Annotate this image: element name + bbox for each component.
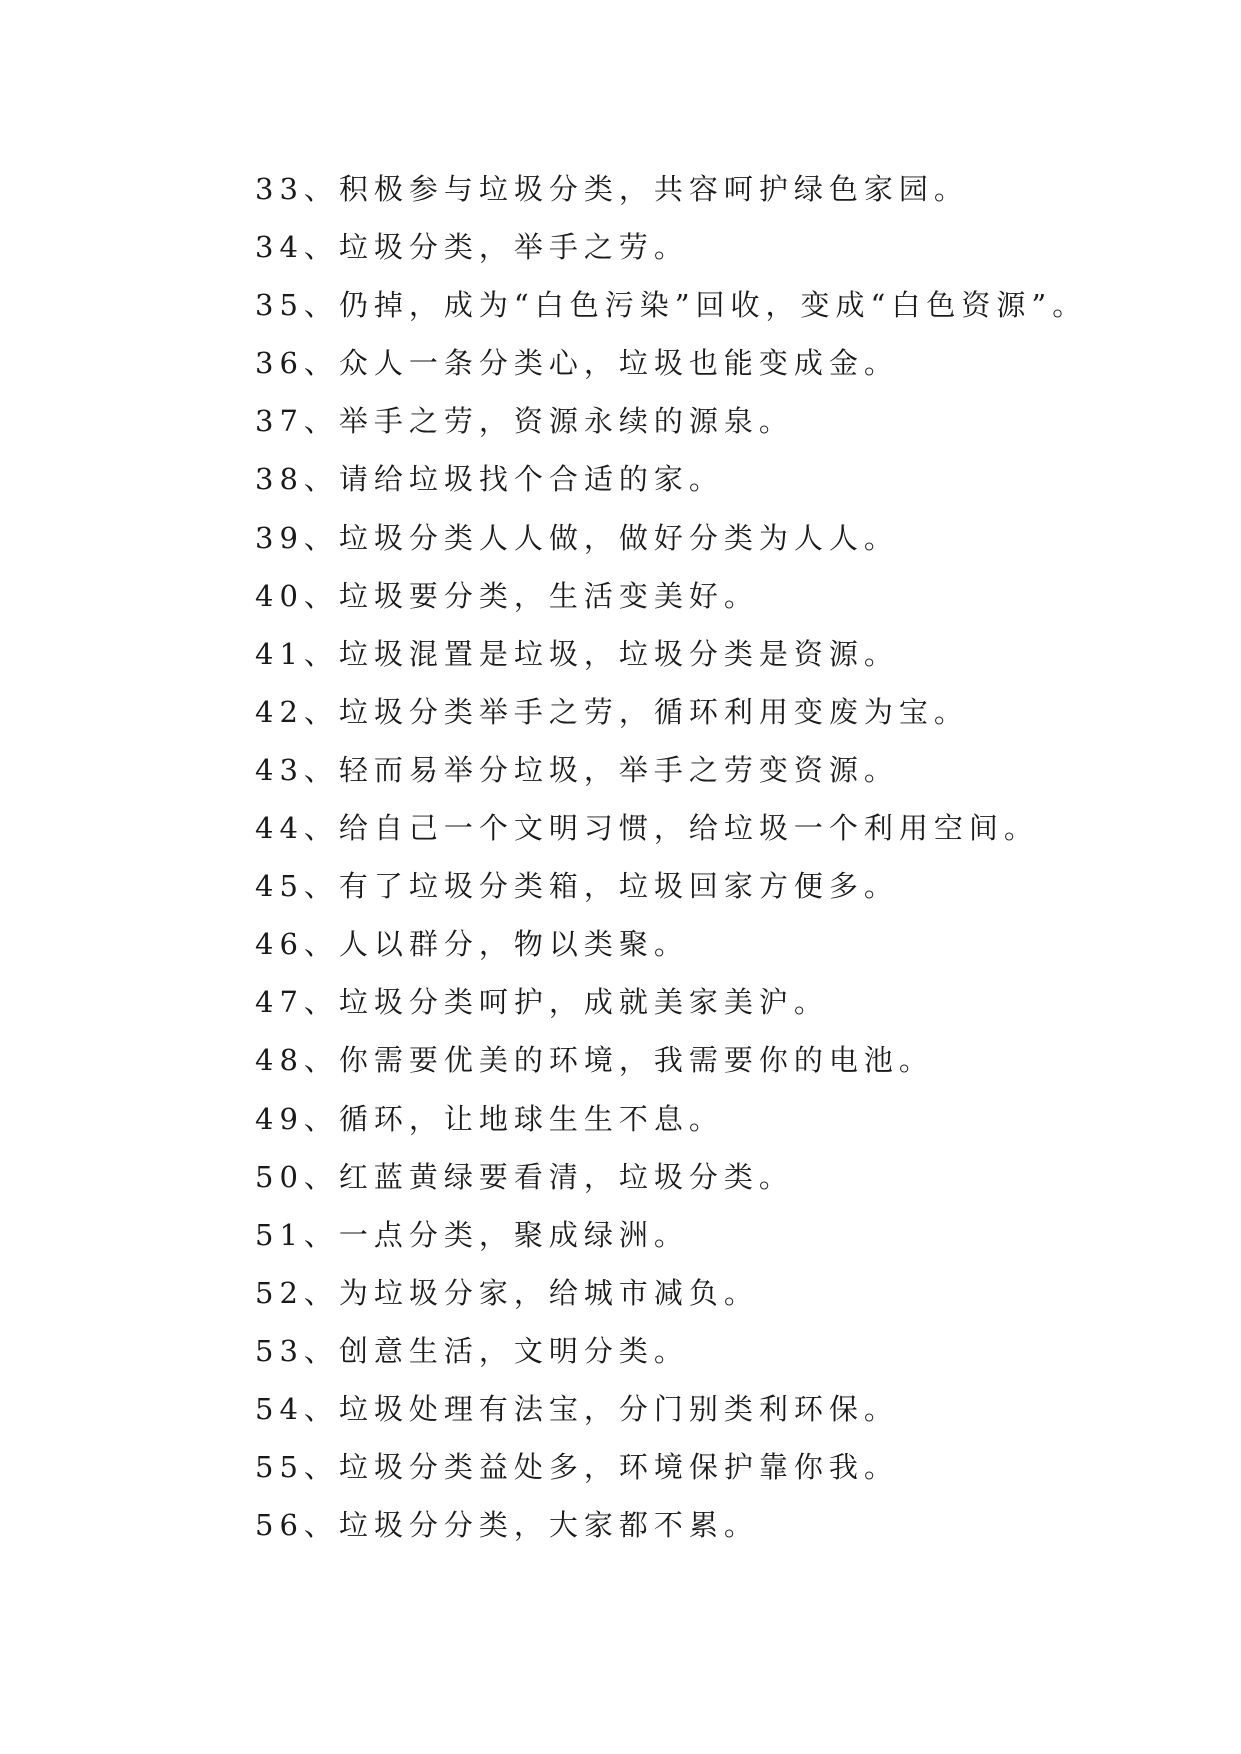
slogan-line: 34、垃圾分类，举手之劳。 xyxy=(255,230,689,265)
slogan-line: 44、给自己一个文明习惯，给垃圾一个利用空间。 xyxy=(255,811,1039,846)
slogan-line: 41、垃圾混置是垃圾，垃圾分类是资源。 xyxy=(255,636,899,671)
slogan-line: 37、举手之劳，资源永续的源泉。 xyxy=(255,404,794,439)
slogan-line: 53、创意生活，文明分类。 xyxy=(255,1333,689,1368)
slogan-line: 46、人以群分，物以类聚。 xyxy=(255,927,689,962)
slogan-line: 49、循环，让地球生生不息。 xyxy=(255,1101,724,1136)
slogan-line: 45、有了垃圾分类箱，垃圾回家方便多。 xyxy=(255,869,899,904)
slogan-line: 48、你需要优美的环境，我需要你的电池。 xyxy=(255,1043,934,1078)
slogan-line: 55、垃圾分类益处多，环境保护靠你我。 xyxy=(255,1450,899,1485)
slogan-line: 33、积极参与垃圾分类，共容呵护绿色家园。 xyxy=(255,172,969,206)
slogan-line: 54、垃圾处理有法宝，分门别类利环保。 xyxy=(255,1391,899,1426)
slogan-line: 35、仍掉，成为“白色污染”回收，变成“白色资源”。 xyxy=(255,288,1088,323)
slogan-line: 50、红蓝黄绿要看清，垃圾分类。 xyxy=(255,1159,794,1194)
slogan-line: 40、垃圾要分类，生活变美好。 xyxy=(255,578,759,613)
slogan-line: 42、垃圾分类举手之劳，循环利用变废为宝。 xyxy=(255,694,969,729)
slogan-line: 47、垃圾分类呵护，成就美家美沪。 xyxy=(255,985,829,1020)
slogan-line: 39、垃圾分类人人做，做好分类为人人。 xyxy=(255,520,899,555)
slogan-line: 56、垃圾分分类，大家都不累。 xyxy=(255,1508,759,1543)
slogan-list xyxy=(255,160,1087,1554)
slogan-line: 38、请给垃圾找个合适的家。 xyxy=(255,462,724,497)
slogan-line: 51、一点分类，聚成绿洲。 xyxy=(255,1217,689,1252)
slogan-line: 43、轻而易举分垃圾，举手之劳变资源。 xyxy=(255,752,899,787)
slogan-line: 36、众人一条分类心，垃圾也能变成金。 xyxy=(255,346,899,381)
slogan-line: 52、为垃圾分家，给城市减负。 xyxy=(255,1275,759,1310)
